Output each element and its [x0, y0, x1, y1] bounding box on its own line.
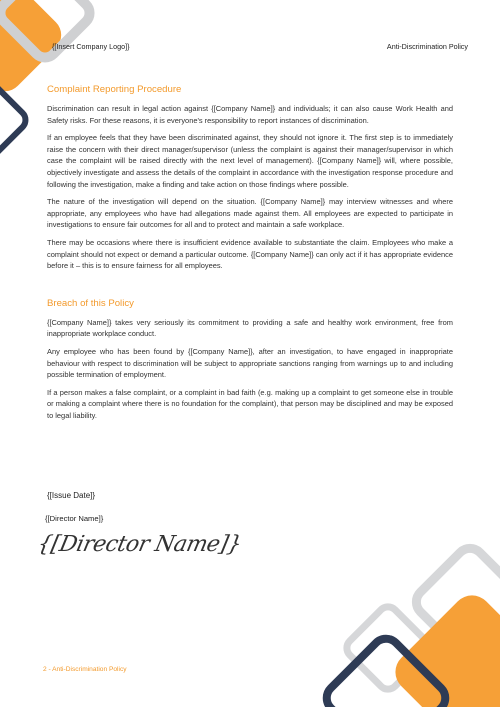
paragraph: If a person makes a false complaint, or a complaint in bad faith (e.g. making up a complaint to get someone else in trouble or making a complaint where there is no foundation for the complaint), that person may be disciplined and may be exposed to legal liability.	[47, 387, 453, 420]
company-logo-placeholder: {[Insert Company Logo]}	[52, 42, 130, 51]
document-title: Anti-Discrimination Policy	[386, 42, 468, 51]
section-breach-of-policy	[47, 298, 453, 422]
navy-diamond-outline	[0, 80, 30, 159]
paragraph: The nature of the investigation will depend on the situation. {[Company Name]} may interview witnesses and where appropriate, any employees who have had allegations made against them. All employees are expected to participate in investigations to ensure fair outcomes for all and to protect and maintain a safe workplace.	[47, 197, 453, 230]
bottom-right-decoration	[321, 543, 500, 707]
document-body	[47, 84, 453, 427]
signature: {[Director Name]}	[35, 532, 244, 557]
section-complaint-reporting	[47, 84, 453, 272]
section-heading: Complaint Reporting Procedure	[47, 84, 182, 95]
section-heading: Breach of this Policy	[47, 297, 134, 309]
paragraph: There may be occasions where there is insufficient evidence available to substantiate the claim. Employees who make a complaint should not expect or demand a particular outcome. {[Company Name]} can only act if it has appropriate evidence before it – this is to ensure fairness for all employees.	[47, 237, 453, 271]
paragraph: Discrimination can result in legal action against {[Company Name]} and individuals; it can also cause Work Health and Safety risks. For these reasons, it is everyone's responsibility to report instances of discrimination.	[47, 104, 453, 125]
paragraph: Any employee who has been found by {[Company Name]}, after an investigation, to have engaged in inappropriate behaviour with respect to discrimination will be subject to appropriate sanctions ranging from warnings up to and including possible termination of employment.	[47, 346, 453, 380]
issue-date-placeholder: {[Issue Date]}	[47, 491, 96, 500]
paragraph: If an employee feels that they have been discriminated against, they should not ignore it. The first step is to immediately raise the concern with their direct manager/supervisor (unless the complaint is against their manager/supervisor in which case the complaint will be raised directly with the next level of management). {[Company Name]} will, where possible, objectively investigate and assess the details of the complaint in accordance with the investigation response procedure and following the investigation, make a finding and take action on those findings where possible.	[47, 133, 453, 189]
paragraph: {[Company Name]} takes very seriously its commitment to providing a safe and healthy work environment, free from inappropriate workplace conduct.	[47, 317, 453, 339]
director-name-placeholder: {[Director Name]}	[45, 514, 104, 523]
page-footer: 2 - Anti-Discrimination Policy	[43, 666, 127, 673]
